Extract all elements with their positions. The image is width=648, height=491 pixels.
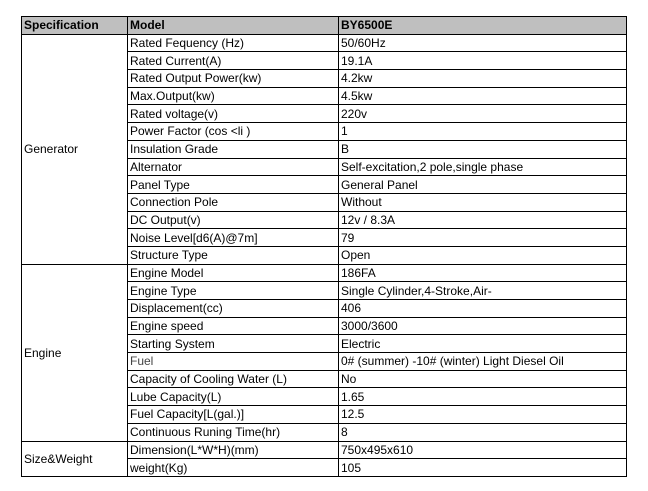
spec-value: Single Cylinder,4-Stroke,Air-: [339, 282, 627, 300]
spec-value: 12.5: [339, 406, 627, 424]
table-row: [22, 264, 627, 282]
spec-value: 4.2kw: [339, 70, 627, 88]
header-model: Model: [128, 17, 339, 35]
spec-value: Electric: [339, 335, 627, 353]
spec-label: Power Factor (cos <li ): [128, 123, 339, 141]
spec-value: 50/60Hz: [339, 34, 627, 52]
spec-label: Connection Pole: [128, 193, 339, 211]
spec-label: Fuel Capacity[L(gal.)]: [128, 406, 339, 424]
spec-value: 3000/3600: [339, 317, 627, 335]
spec-value: Without: [339, 193, 627, 211]
spec-label: Rated Output Power(kw): [128, 70, 339, 88]
spec-label: Rated Fequency (Hz): [128, 34, 339, 52]
spec-label: Engine Model: [128, 264, 339, 282]
table-header-row: [22, 17, 627, 35]
spec-value: Self-excitation,2 pole,single phase: [339, 158, 627, 176]
spec-value: General Panel: [339, 176, 627, 194]
spec-label: Starting System: [128, 335, 339, 353]
spec-value: 1: [339, 123, 627, 141]
spec-value: 19.1A: [339, 52, 627, 70]
spec-value: 406: [339, 300, 627, 318]
spec-label: Max.Output(kw): [128, 87, 339, 105]
spec-value: B: [339, 140, 627, 158]
spec-value: 8: [339, 423, 627, 441]
group-label: Engine: [22, 264, 128, 441]
spec-value: 750x495x610: [339, 441, 627, 459]
spec-label: Dimension(L*W*H)(mm): [128, 441, 339, 459]
spec-label: Panel Type: [128, 176, 339, 194]
group-label: Generator: [22, 34, 128, 264]
spec-value: 220v: [339, 105, 627, 123]
spec-label: Noise Level[d6(A)@7m]: [128, 229, 339, 247]
spec-label: Rated Current(A): [128, 52, 339, 70]
spec-label: DC Output(v): [128, 211, 339, 229]
spec-table-body: [22, 17, 627, 477]
spec-value: 0# (summer) -10# (winter) Light Diesel Oil: [339, 353, 627, 371]
spec-label: Fuel: [128, 353, 339, 371]
spec-value: 1.65: [339, 388, 627, 406]
spec-label: Engine speed: [128, 317, 339, 335]
spec-label: Lube Capacity(L): [128, 388, 339, 406]
group-label: Size&Weight: [22, 441, 128, 476]
spec-value: 4.5kw: [339, 87, 627, 105]
table-row: [22, 441, 627, 459]
spec-table: [21, 16, 627, 477]
spec-label: Alternator: [128, 158, 339, 176]
spec-value: Open: [339, 246, 627, 264]
header-model-value: BY6500E: [339, 17, 627, 35]
spec-value: 12v / 8.3A: [339, 211, 627, 229]
spec-label: Displacement(cc): [128, 300, 339, 318]
spec-value: 105: [339, 459, 627, 477]
spec-value: No: [339, 370, 627, 388]
spec-label: Continuous Runing Time(hr): [128, 423, 339, 441]
table-row: [22, 34, 627, 52]
header-specification: Specification: [22, 17, 128, 35]
spec-value: 186FA: [339, 264, 627, 282]
spec-label: Structure Type: [128, 246, 339, 264]
spec-label: Rated voltage(v): [128, 105, 339, 123]
spec-label: weight(Kg): [128, 459, 339, 477]
spec-value: 79: [339, 229, 627, 247]
spec-label: Engine Type: [128, 282, 339, 300]
spec-label: Capacity of Cooling Water (L): [128, 370, 339, 388]
spec-label: Insulation Grade: [128, 140, 339, 158]
